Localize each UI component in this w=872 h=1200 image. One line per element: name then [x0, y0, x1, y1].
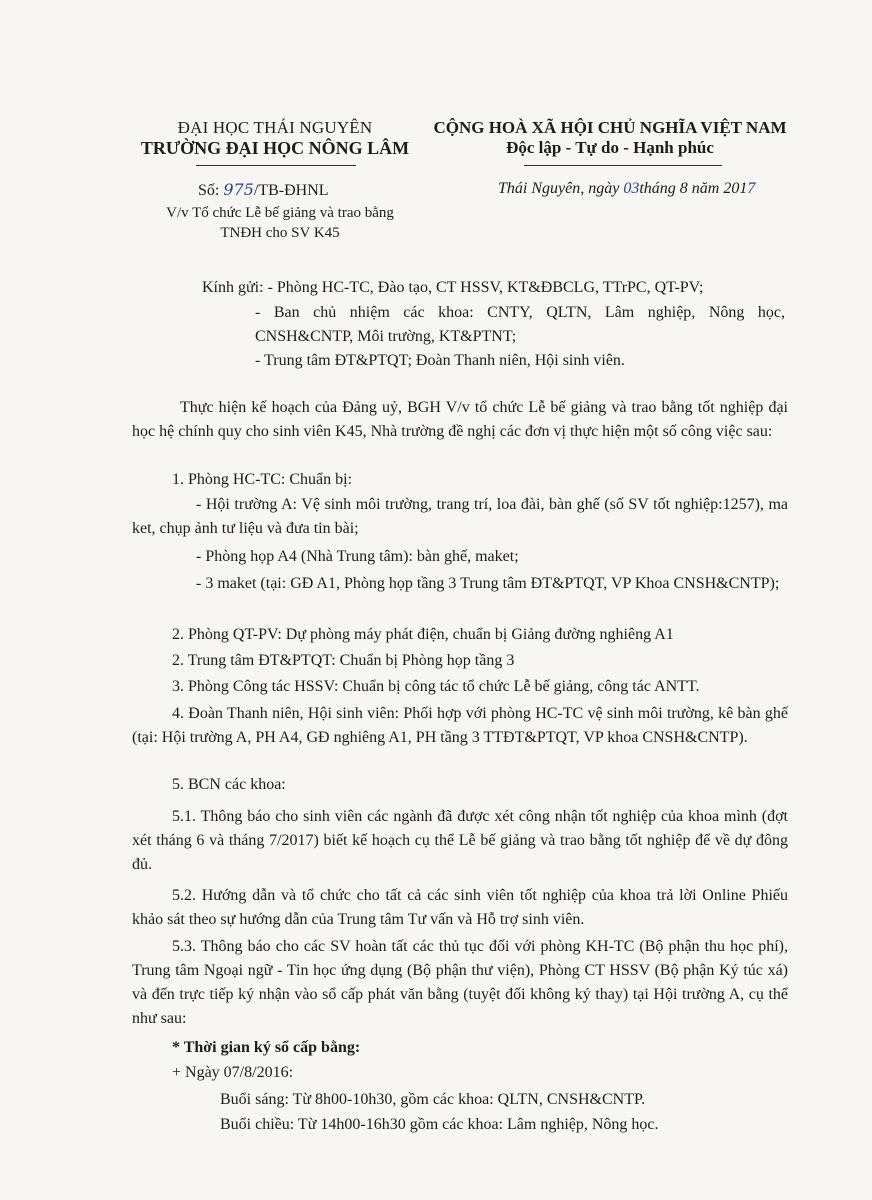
- recipient-1: - Phòng HC-TC, Đào tạo, CT HSSV, KT&ĐBCLG, TTrPC, QT-PV;: [267, 279, 704, 296]
- handwritten-day: 03: [623, 180, 640, 197]
- recipients-line-1: [202, 276, 703, 300]
- subject-line-1: V/v Tổ chức Lễ bế giảng và trao bằng: [166, 205, 394, 221]
- document-subject: [150, 203, 410, 243]
- item-1b: - Phòng họp A4 (Nhà Trung tâm): bàn ghế, maket;: [196, 548, 519, 565]
- date-prefix: Thái Nguyên, ngày: [498, 180, 624, 197]
- recipient-3: CNSH&CNTP, Môi trường, KT&PTNT;: [255, 328, 517, 345]
- date-middle: tháng 8 năm 201: [639, 180, 748, 197]
- item-1c: - 3 maket (tại: GĐ A1, Phòng họp tầng 3 Trung tâm ĐT&PTQT, VP Khoa CNSH&CNTP);: [196, 575, 780, 592]
- handwritten-year-digit: 7: [747, 180, 756, 197]
- document-date: [498, 180, 755, 198]
- issuer-underline: [196, 165, 356, 166]
- recipients-label: Kính gửi:: [202, 279, 268, 296]
- recipient-2: - Ban chủ nhiệm các khoa: CNTY, QLTN, Lâm nghiệp, Nông học,: [255, 304, 785, 321]
- item-5: 5. BCN các khoa:: [172, 776, 286, 793]
- national-header: [420, 118, 800, 158]
- item-3: 3. Phòng Công tác HSSV: Chuẩn bị công tác tổ chức Lễ bế giảng, công tác ANTT.: [172, 678, 700, 695]
- recipient-4: - Trung tâm ĐT&PTQT; Đoàn Thanh niên, Hội sinh viên.: [255, 352, 625, 369]
- subject-line-2: TNĐH cho SV K45: [220, 225, 340, 241]
- item-4: 4. Đoàn Thanh niên, Hội sinh viên: Phối hợp với phòng HC-TC vệ sinh môi trường, kê bàn ghế (tại: Hội trường A, PH A4, GĐ nghiêng A1, PH tầng 3 TTĐT&PTQT, VP khoa CNSH&CNTP).: [132, 705, 788, 746]
- country-name: CỘNG HOÀ XÃ HỘI CHỦ NGHĨA VIỆT NAM: [433, 118, 787, 137]
- national-motto: Độc lập - Tự do - Hạnh phúc: [506, 138, 714, 157]
- morning-schedule: Buổi sáng: Từ 8h00-10h30, gồm các khoa: QLTN, CNSH&CNTP.: [220, 1091, 646, 1108]
- item-2: 2. Phòng QT-PV: Dự phòng máy phát điện, chuẩn bị Giảng đường nghiêng A1: [172, 626, 674, 643]
- handwritten-number: 975: [223, 180, 254, 199]
- item-5-2: 5.2. Hướng dẫn và tổ chức cho tất cả các sinh viên tốt nghiệp của khoa trả lời Online Phiếu khảo sát theo sự hướng dẫn của Trung tâm Tư vấn và Hỗ trợ sinh viên.: [132, 887, 788, 928]
- issuer-header: [140, 118, 410, 159]
- intro-paragraph: Thực hiện kế hoạch của Đảng uỷ, BGH V/v tổ chức Lễ bế giảng và trao bằng tốt nghiệp đại học hệ chính quy cho sinh viên K45, Nhà trường đề nghị các đơn vị thực hiện một số công việc sau:: [132, 399, 788, 440]
- number-prefix: Số:: [198, 182, 224, 199]
- item-1a: - Hội trường A: Vệ sinh môi trường, trang trí, loa đài, bàn ghế (số SV tốt nghiệp:1257), ma ket, chụp ảnh tư liệu và đưa tin bài;: [132, 496, 788, 537]
- item-5-1: 5.1. Thông báo cho sinh viên các ngành đã được xét công nhận tốt nghiệp của khoa mình (đợt xét tháng 6 và tháng 7/2017) biết kế hoạch cụ thể Lễ bế giảng và trao bằng tốt nghiệp để về dự đông đủ.: [132, 808, 788, 873]
- item-5-3: 5.3. Thông báo cho các SV hoàn tất các thủ tục đối với phòng KH-TC (Bộ phận thu học phí), Trung tâm Ngoại ngữ - Tin học ứng dụng (Bộ phận thư viện), Phòng CT HSSV (Bộ phận Ký túc xá) và đến trực tiếp ký nhận vào sổ cấp phát văn bằng (tuyệt đối không ký thay) tại Hội trường A, cụ thể như sau:: [132, 938, 788, 1027]
- number-suffix: /TB-ĐHNL: [253, 182, 329, 199]
- university-name: ĐẠI HỌC THÁI NGUYÊN: [177, 118, 373, 137]
- motto-underline: [524, 165, 722, 166]
- item-1-title: 1. Phòng HC-TC: Chuẩn bị:: [172, 471, 353, 488]
- afternoon-schedule: Buổi chiều: Từ 14h00-16h30 gồm các khoa: Lâm nghiệp, Nông học.: [220, 1116, 659, 1133]
- time-heading: * Thời gian ký sổ cấp bằng:: [172, 1039, 361, 1056]
- item-2b: 2. Trung tâm ĐT&PTQT: Chuẩn bị Phòng họp tầng 3: [172, 652, 515, 669]
- document-number: [198, 180, 329, 200]
- school-name: TRƯỜNG ĐẠI HỌC NÔNG LÂM: [140, 138, 410, 158]
- day-line: + Ngày 07/8/2016:: [172, 1064, 294, 1081]
